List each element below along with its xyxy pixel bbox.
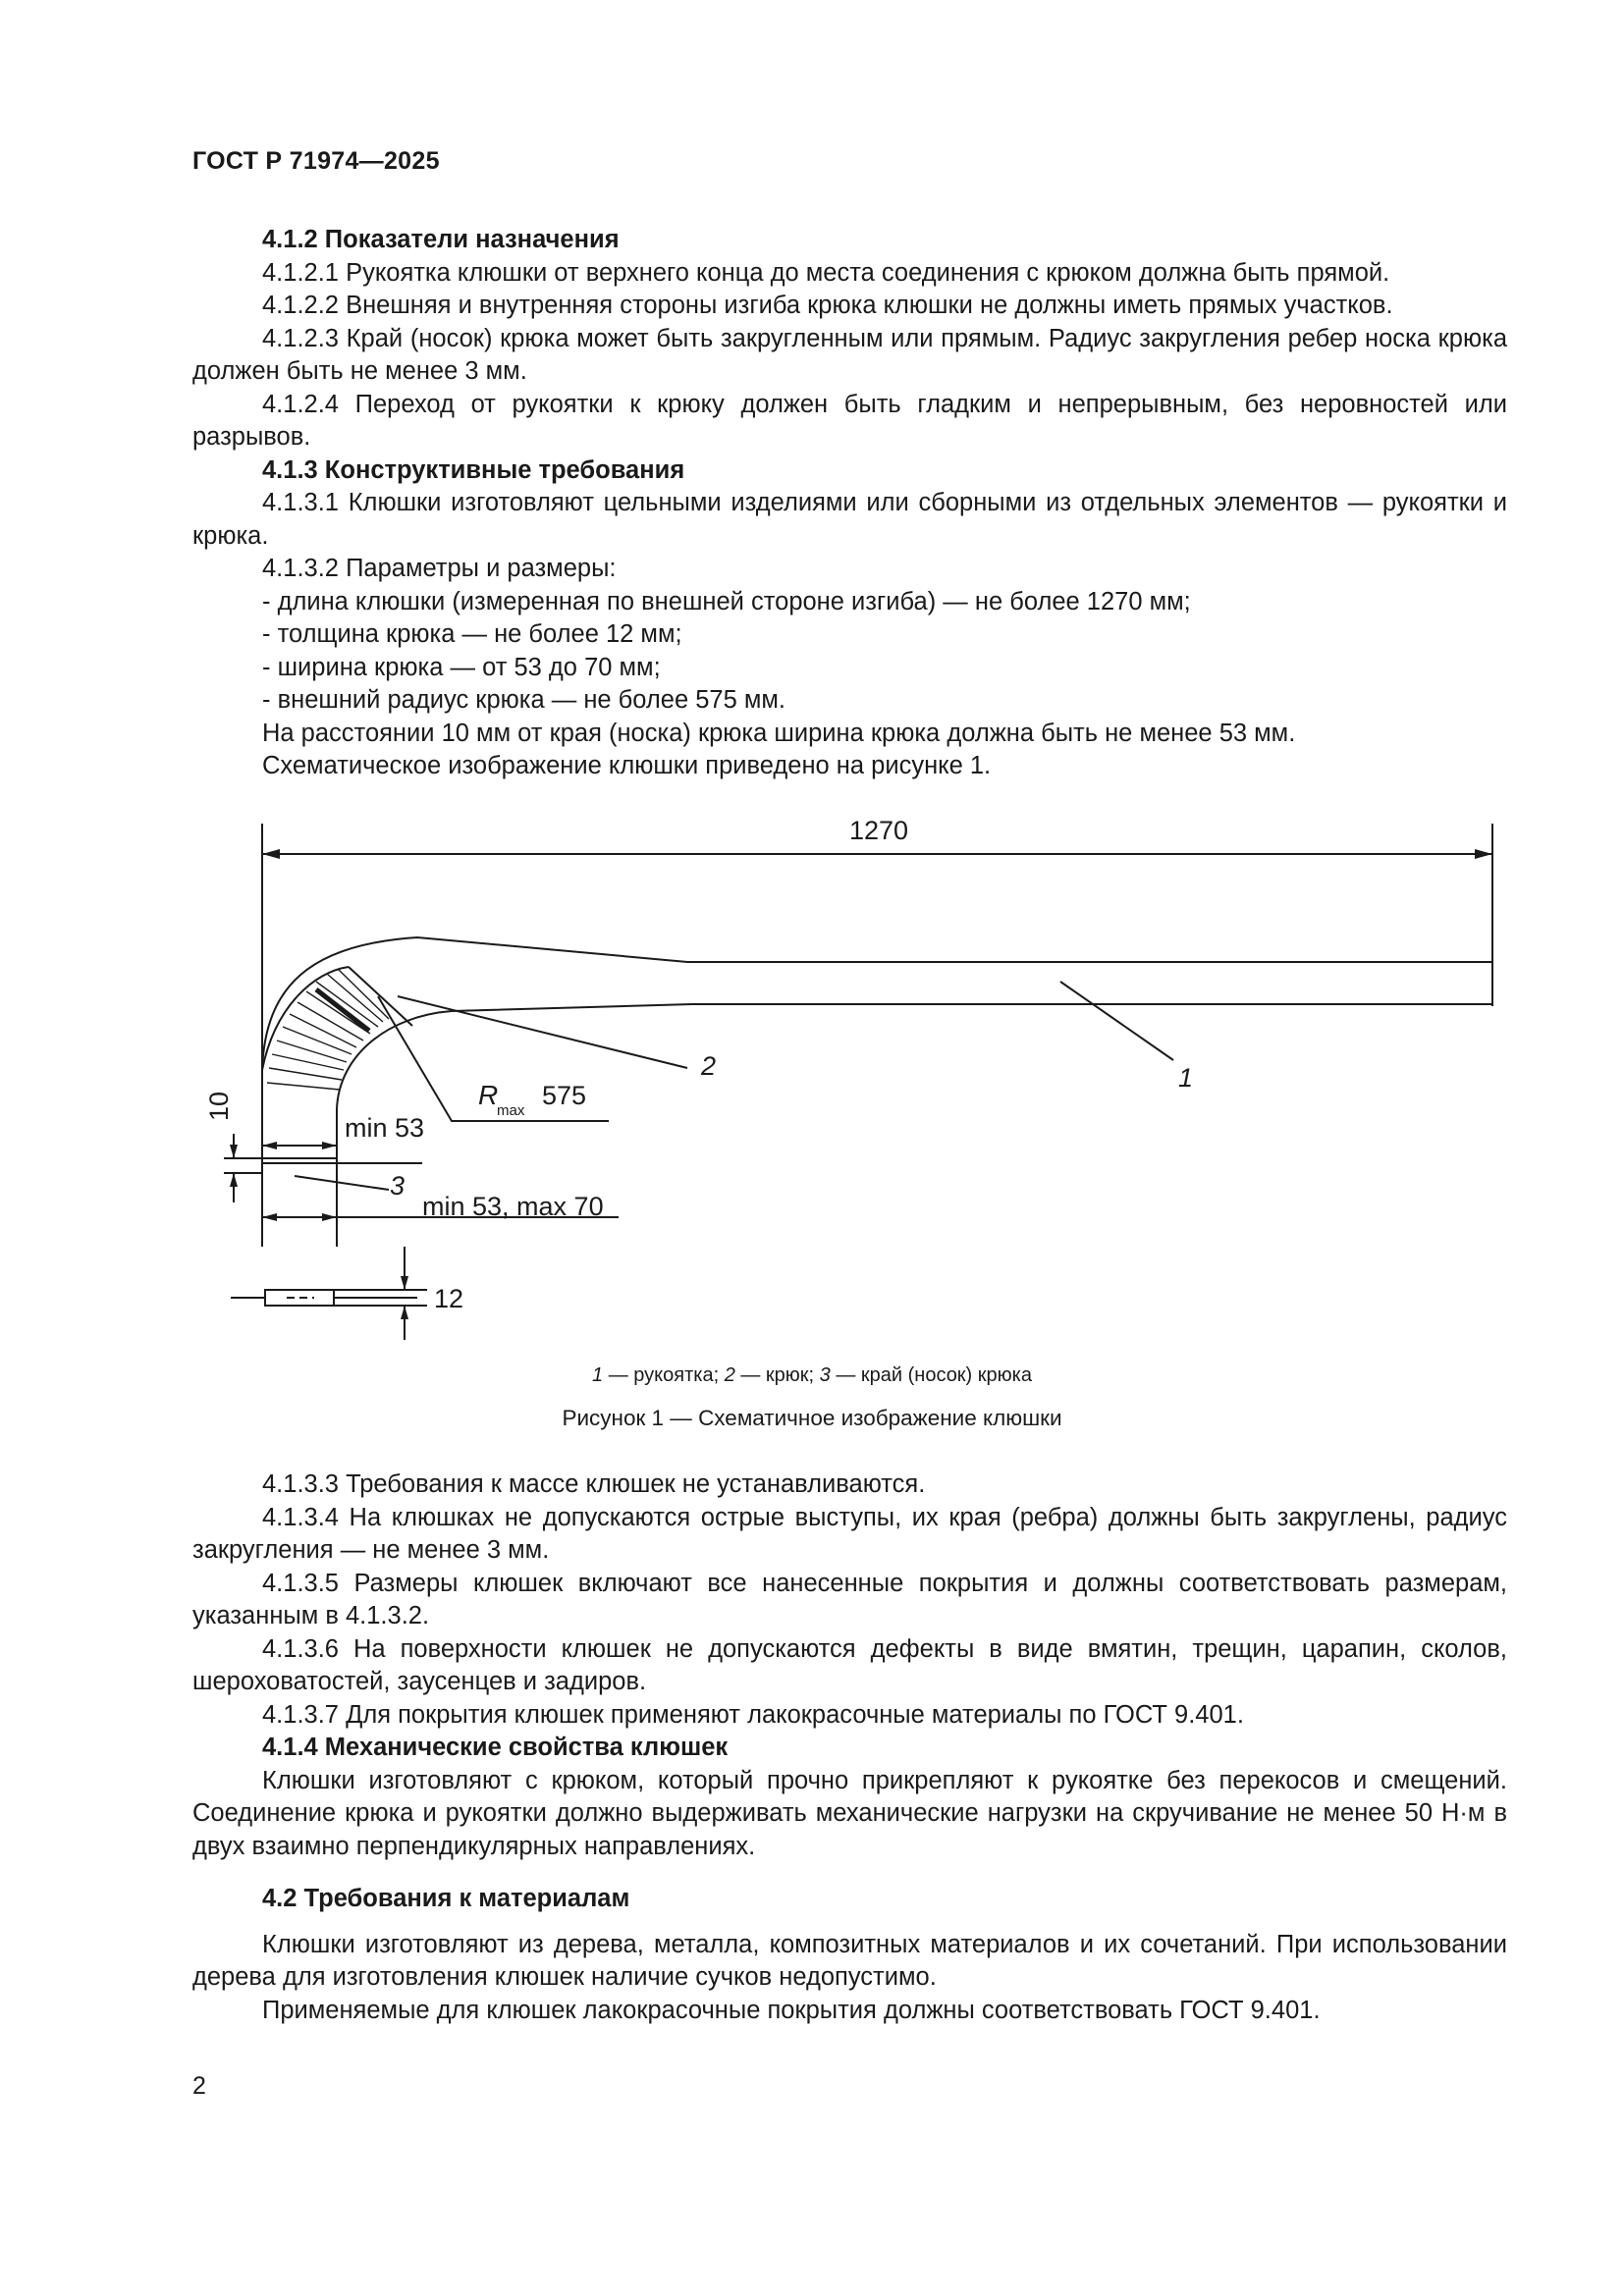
section-4-1-3-cont-to-4-2 <box>192 1468 1507 2027</box>
radius-value: 575 <box>542 1081 587 1110</box>
legend-number-3: 3 <box>819 1364 831 1386</box>
paragraph-4-1-3-1: 4.1.3.1 Клюшки изготовляют цельными изделиями или сборными из отдельных элементов — рукоятки и крюка. <box>192 489 1507 550</box>
legend-text-3: — край (носок) крюка <box>830 1364 1032 1386</box>
figure-1-stick-schematic <box>196 805 1512 1360</box>
paragraph-toe-width: На расстоянии 10 мм от края (носка) крюка ширина крюка должна быть не менее 53 мм. <box>262 719 1296 747</box>
stick-outline <box>262 937 1492 1158</box>
paragraph-4-1-3-4: 4.1.3.4 На клюшках не допускаются острые выступы, их края (ребра) должны быть закруглены, радиус закругления — не менее 3 мм. <box>192 1503 1507 1564</box>
spacer <box>192 1863 1507 1883</box>
section-heading-4-1-4: 4.1.4 Механические свойства клюшек <box>262 1734 729 1761</box>
dimension-arrows <box>230 849 1492 1319</box>
hook-bold-section <box>316 989 369 1031</box>
paragraph-4-1-3-7: 4.1.3.7 Для покрытия клюшек применяют лакокрасочные материалы по ГОСТ 9.401. <box>262 1700 1244 1729</box>
figure-caption: Рисунок 1 — Схематичное изображение клюшки <box>562 1406 1062 1430</box>
paragraph-4-1-3-3: 4.1.3.3 Требования к массе клюшек не устанавливаются. <box>262 1470 926 1498</box>
stick-drawing <box>196 805 1512 1355</box>
radius-subscript: max <box>497 1102 525 1119</box>
list-item-thickness: - толщина крюка — не более 12 мм; <box>262 620 682 648</box>
list-item-width: - ширина крюка — от 53 до 70 мм; <box>262 653 661 681</box>
paragraph-4-1-3-6: 4.1.3.6 На поверхности клюшек не допускаются дефекты в виде вмятин, трещин, царапин, сколов, шероховатостей, заусенцев и задиров. <box>192 1634 1507 1695</box>
section-heading-4-1-3: 4.1.3 Конструктивные требования <box>262 455 685 484</box>
legend-text-2: — крюк; <box>734 1364 820 1386</box>
label-handle: 1 <box>1178 1063 1194 1093</box>
paragraph-4-1-3-5: 4.1.3.5 Размеры клюшек включают все нанесенные покрытия и должны соответствовать размерам, указанным в 4.1.3.2. <box>192 1569 1507 1629</box>
radius-symbol: R <box>478 1080 499 1110</box>
dimension-10-label: 10 <box>204 1091 234 1121</box>
legend-text-1: — рукоятка; <box>603 1364 725 1386</box>
spacer <box>192 1916 1507 1929</box>
legend-number-1: 1 <box>592 1364 604 1386</box>
dimension-thickness-label: 12 <box>434 1284 464 1313</box>
document-header: ГОСТ Р 71974—2025 <box>192 147 440 175</box>
section-heading-4-1-2: 4.1.2 Показатели назначения <box>262 226 620 253</box>
section-heading-4-2: 4.2 Требования к материалам <box>262 1885 630 1912</box>
figure-legend <box>0 1364 1624 1387</box>
paragraph-4-1-2-1: 4.1.2.1 Рукоятка клюшки от верхнего конца до места соединения с крюком должна быть прямой. <box>262 258 1390 287</box>
paragraph-figure-reference: Схематическое изображение клюшки приведено на рисунке 1. <box>262 752 992 779</box>
paragraph-4-1-2-2: 4.1.2.2 Внешняя и внутренняя стороны изгиба крюка клюшки не должны иметь прямых участков. <box>262 292 1393 319</box>
list-item-radius: - внешний радиус крюка — не более 575 мм. <box>262 686 785 714</box>
paragraph-4-1-3-2: 4.1.3.2 Параметры и размеры: <box>262 555 617 582</box>
paragraph-4-2-1: Клюшки изготовляют из дерева, металла, композитных материалов и их сочетаний. При использовании дерева для изготовления клюшек наличие сучков недопустимо. <box>192 1930 1507 1991</box>
section-4-1-2-and-4-1-3 <box>192 224 1507 783</box>
legend-number-2: 2 <box>724 1364 735 1386</box>
dimension-width-range-label: min 53, max 70 <box>422 1192 604 1221</box>
paragraph-4-2-2: Применяемые для клюшек лакокрасочные покрытия должны соответствовать ГОСТ 9.401. <box>262 1996 1321 2024</box>
dimension-min53-label: min 53 <box>345 1113 425 1143</box>
list-item-length: - длина клюшки (измеренная по внешней стороне изгиба) — не более 1270 мм; <box>262 587 1191 615</box>
leader-hook <box>398 996 687 1068</box>
paragraph-4-1-4: Клюшки изготовляют с крюком, который прочно прикрепляют к рукоятке без перекосов и смещений. Соединение крюка и рукоятки должно выдерживать механические нагрузки на скручивание не менее 50 Н·м в двух взаимно перпендикулярных направлениях. <box>192 1766 1507 1860</box>
label-toe: 3 <box>390 1171 406 1201</box>
paragraph-4-1-2-3: 4.1.2.3 Край (носок) крюка может быть закругленным или прямым. Радиус закругления ребер носка крюка должен быть не менее 3 мм. <box>192 324 1507 385</box>
leader-handle <box>1060 982 1173 1060</box>
paragraph-4-1-2-4: 4.1.2.4 Переход от рукоятки к крюку должен быть гладким и непрерывным, без неровностей или разрывов. <box>192 390 1507 451</box>
leader-toe <box>295 1176 389 1190</box>
page-number: 2 <box>192 2072 206 2100</box>
label-hook: 2 <box>701 1051 717 1081</box>
dimension-length-label: 1270 <box>848 816 909 845</box>
